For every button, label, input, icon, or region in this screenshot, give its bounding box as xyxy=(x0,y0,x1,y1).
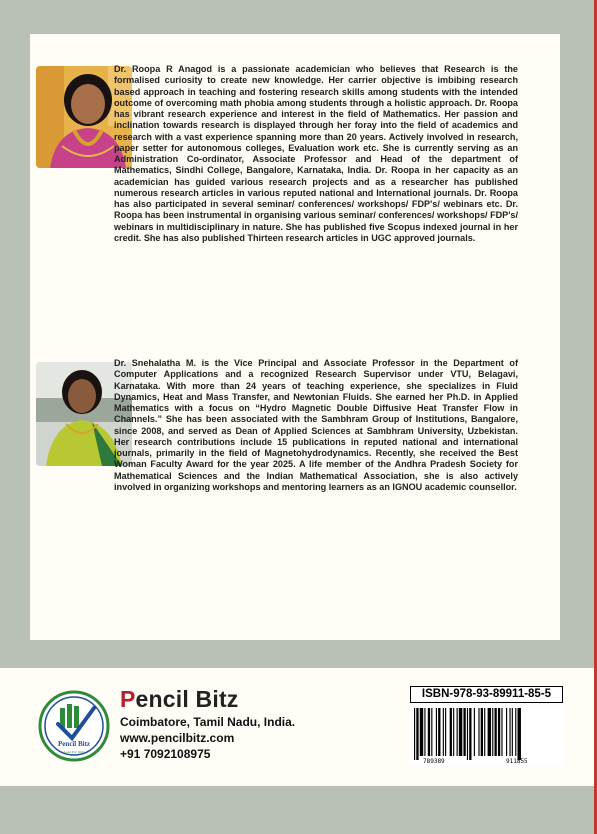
isbn-label: ISBN-978-93-89911-85-5 xyxy=(410,686,563,703)
barcode-bar xyxy=(512,708,513,756)
barcode-bar xyxy=(424,708,425,756)
barcode-icon xyxy=(410,706,563,765)
publisher-website: www.pencilbitz.com xyxy=(120,731,235,745)
publisher-name-rest: encil Bitz xyxy=(135,686,239,712)
barcode-bar xyxy=(428,708,430,756)
barcode-bar xyxy=(481,708,483,756)
barcode-bar xyxy=(445,708,446,756)
barcode-bar xyxy=(492,708,493,756)
barcode-bar xyxy=(501,708,502,756)
barcode-bar xyxy=(498,708,500,756)
publisher-name-initial: P xyxy=(120,686,136,712)
pencil-bitz-logo-icon xyxy=(38,690,110,762)
barcode-bar xyxy=(506,708,507,756)
barcode-bar xyxy=(463,708,465,756)
barcode-bar xyxy=(469,708,471,760)
logo-tagline: Lead For Well xyxy=(63,750,85,754)
logo-text: Pencil Bitz xyxy=(57,740,91,748)
barcode-digits-right: 911855 xyxy=(506,758,528,765)
publisher-name xyxy=(120,686,239,713)
barcode-bar xyxy=(438,708,440,756)
barcode-bar xyxy=(450,708,452,756)
barcode-digits-left: 789389 xyxy=(423,758,445,765)
barcode-bar xyxy=(436,708,437,756)
barcode-bar xyxy=(457,708,458,756)
barcode-bar xyxy=(420,708,423,756)
barcode-bar xyxy=(495,708,497,756)
pencil-bitz-logo xyxy=(38,690,110,762)
publisher-phone: +91 7092108975 xyxy=(120,747,211,761)
author-bio-snehalatha: Dr. Snehalatha M. is the Vice Principal and Associate Professor in the Department of Computer Applications and a recognized Research Supervisor under VTU, Belagavi, Karnataka. With more than 24 years of teaching experience, she specializes in Fluid Dynamics, Heat and Mass Transfer, and Newtonian Fluids. She earned her Ph.D. in Applied Mathematics with a focus on “Hydro Magnetic Double Diffusive Heat Transfer Flow in Channels.” She has been associated with the Sambhram Group of Institutions, Bangalore, since 2008, and served as Dean of Applied Sciences at Sambhram University, Uzbekistan. Her research contributions include 15 publications in reputed national and international journals, primarily in the field of Magnetohydrodynamics. Recently, she received the Best Woman Faculty Award for the year 2025. A life member of the Andhra Pradesh Society for Mathematical Sciences and the Indian Mathematical Association, she is also actively involved in organizing workshops and mentoring learners as an IGNOU academic counsellor. xyxy=(114,358,518,492)
barcode-bar xyxy=(431,708,432,756)
barcode-bar xyxy=(467,708,468,760)
barcode-bar xyxy=(509,708,510,756)
barcode-bar xyxy=(478,708,479,756)
publisher-location: Coimbatore, Tamil Nadu, India. xyxy=(120,715,296,729)
barcode-bar xyxy=(484,708,485,756)
barcode-bar xyxy=(488,708,491,756)
barcode-bar xyxy=(414,708,415,760)
barcode-bar xyxy=(453,708,454,756)
author-bio-roopa: Dr. Roopa R Anagod is a passionate academician who believes that Research is the formalised curiosity to create new knowledge. Her carrier objective is imbibing research based approach in teaching and fostering research skills among students with the intended outcome of overcoming math phobia among students through a holistic approach. Dr. Roopa has vibrant research experience and interest in the field of Mathematics. Her passion and inclination towards research is displayed through her foray into the field of academics and research with a vast experience spanning more than 20 years. Actively involved in research, paper setter for autonomous colleges, Evaluation work etc. She is currently serving as an Administration Co-ordinator, Associate Professor and Head of the department of Mathematics, Sindhi College, Bangalore, Karnataka, India. Dr. Roopa in her capacity as an academician has guided various research projects and as a researcher has published numerous research articles in various reputed national and International journals. Dr. Roopa has also participated in several seminar/ conferences/ workshops/ FDP's/ webinars etc. Dr. Roopa has been instrumental in organising various seminar/ conferences/ workshops/ FDP's/ webinars in multidisciplinary in nature. She has published five Scopus indexed journal in her credit. She has also published Thirteen research articles in UGC approved journals. xyxy=(114,64,518,243)
barcode-bar xyxy=(459,708,462,756)
barcode-bar xyxy=(518,708,521,760)
barcode-bar xyxy=(474,708,475,756)
barcode-bar xyxy=(443,708,444,756)
barcode-bar xyxy=(416,708,418,760)
barcode-bar xyxy=(515,708,516,756)
